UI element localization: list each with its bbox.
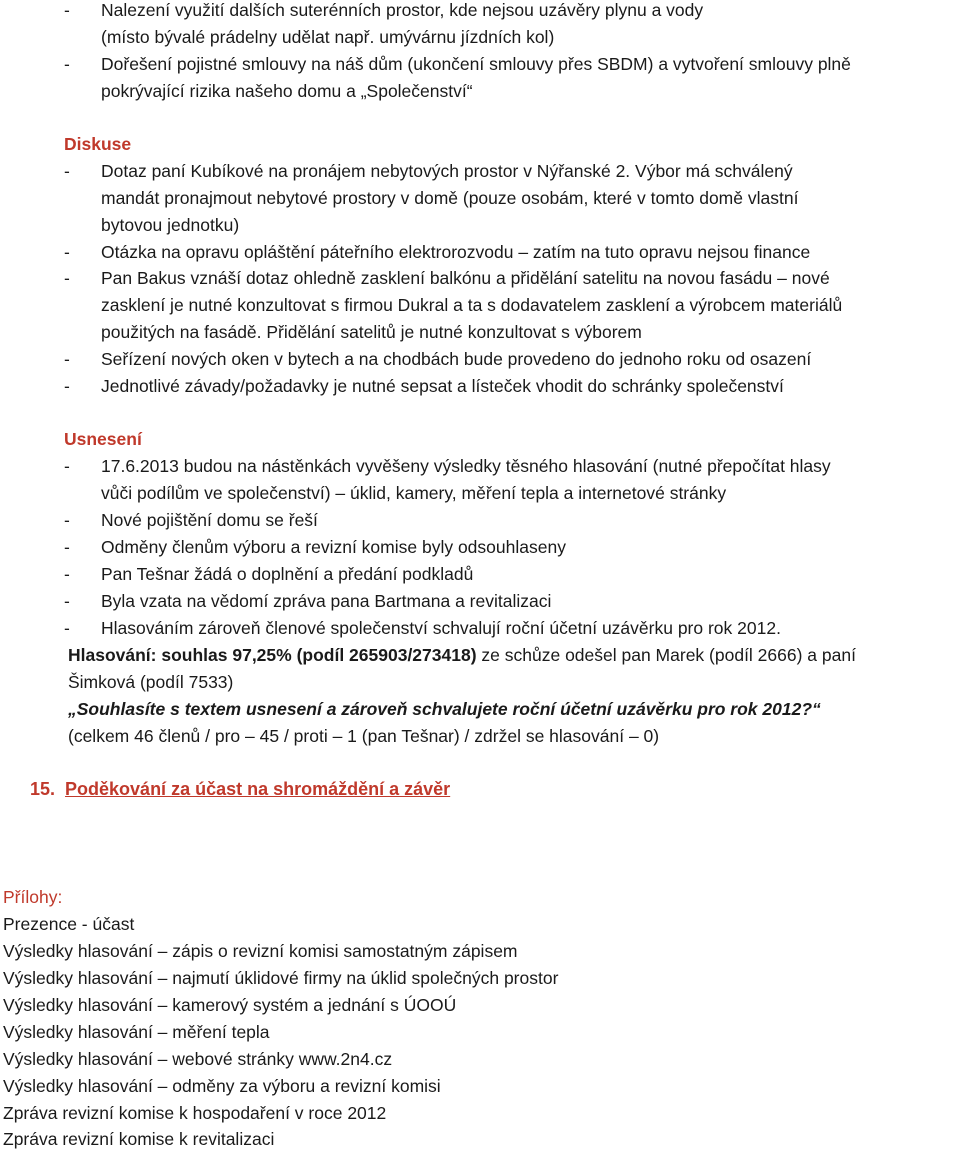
list-dash: -: [64, 591, 70, 611]
list-text: zasklení je nutné konzultovat s firmou Dukral a ta s dodavatelem zasklení a výrobcem materiálů: [101, 295, 843, 315]
attachment-item: [0, 1046, 960, 1073]
list-item: [0, 51, 960, 78]
list-item: [0, 239, 960, 266]
list-text: Otázka na opravu opláštění páteřního elektrorozvodu – zatím na tuto opravu nejsou finance: [101, 242, 811, 262]
list-item: [0, 158, 960, 185]
attachments-heading: Přílohy:: [3, 887, 63, 907]
vote-line2: Šimková (podíl 7533): [68, 672, 234, 692]
attachment-text: Výsledky hlasování – odměny za výboru a revizní komisi: [3, 1076, 441, 1096]
list-item: [0, 265, 960, 292]
list-text: pokrývající rizika našeho domu a „Společenství“: [101, 81, 473, 101]
attachment-item: [0, 1100, 960, 1127]
list-text: Pan Bakus vznáší dotaz ohledně zasklení balkónu a přidělání satelitu na novou fasádu – nové: [101, 268, 830, 288]
attachment-text: Výsledky hlasování – najmutí úklidové firmy na úklid společných prostor: [3, 968, 559, 988]
attachments-heading-row: [0, 884, 960, 911]
attachment-item: [0, 1126, 960, 1153]
list-dash: -: [64, 376, 70, 396]
attachment-text: Prezence - účast: [3, 914, 135, 934]
list-text: Hlasováním zároveň členové společenství schvalují roční účetní uzávěrku pro rok 2012.: [101, 618, 781, 638]
attachment-item: [0, 992, 960, 1019]
list-text: Pan Tešnar žádá o doplnění a předání podkladů: [101, 564, 474, 584]
list-item: [0, 615, 960, 642]
section-number: 15.: [30, 779, 56, 799]
list-item: [0, 534, 960, 561]
list-text: 17.6.2013 budou na nástěnkách vyvěšeny výsledky těsného hlasování (nutné přepočítat hlasy: [101, 456, 831, 476]
list-item-continued: [0, 292, 960, 319]
vote-label: Hlasování: souhlas 97,25% (podíl 265903/273418): [68, 645, 477, 665]
attachment-text: Výsledky hlasování – webové stránky www.2n4.cz: [3, 1049, 393, 1069]
section-15-row: [0, 776, 960, 803]
discussion-heading: Diskuse: [64, 134, 132, 154]
vote-result: [0, 642, 960, 669]
section-label: Poděkování za účast na shromáždění a závěr: [65, 779, 451, 799]
list-dash: -: [64, 0, 70, 20]
list-dash: -: [64, 268, 70, 288]
list-text: bytovou jednotku): [101, 215, 240, 235]
vote-tally: (celkem 46 členů / pro – 45 / proti – 1 (pan Tešnar) / zdržel se hlasování – 0): [68, 726, 660, 746]
list-item-continued: [0, 78, 960, 105]
attachment-text: Zpráva revizní komise k revitalizaci: [3, 1129, 275, 1149]
list-dash: -: [64, 618, 70, 638]
list-text: Nalezení využití dalších suterénních prostor, kde nejsou uzávěry plynu a vody: [101, 0, 704, 20]
vote-tally-row: [0, 723, 960, 750]
list-text: mandát pronajmout nebytové prostory v domě (pouze osobám, které v tomto domě vlastní: [101, 188, 799, 208]
resolution-question-row: [0, 696, 960, 723]
list-dash: -: [64, 161, 70, 181]
list-text: použitých na fasádě. Přidělání satelitů je nutné konzultovat s výborem: [101, 322, 642, 342]
vote-rest: ze schůze odešel pan Marek (podíl 2666) a paní: [476, 645, 856, 665]
list-dash: -: [64, 349, 70, 369]
list-dash: -: [64, 242, 70, 262]
section-15-title: [30, 776, 450, 803]
list-item: [0, 0, 960, 24]
list-text: Nové pojištění domu se řeší: [101, 510, 318, 530]
list-text: (místo bývalé prádelny udělat např. umývárnu jízdních kol): [101, 27, 555, 47]
list-item: [0, 373, 960, 400]
list-item: [0, 346, 960, 373]
list-item-continued: [0, 319, 960, 346]
attachment-item: [0, 938, 960, 965]
list-text: Seřízení nových oken v bytech a na chodbách bude provedeno do jednoho roku od osazení: [101, 349, 812, 369]
attachment-item: [0, 965, 960, 992]
list-text: Byla vzata na vědomí zpráva pana Bartmana a revitalizaci: [101, 591, 552, 611]
resolution-heading: Usnesení: [64, 429, 142, 449]
attachment-text: Výsledky hlasování – měření tepla: [3, 1022, 270, 1042]
list-text: vůči podílům ve společenství) – úklid, kamery, měření tepla a internetové stránky: [101, 483, 727, 503]
list-text: Dotaz paní Kubíkové na pronájem nebytových prostor v Nýřanské 2. Výbor má schválený: [101, 161, 793, 181]
list-item-continued: [0, 480, 960, 507]
resolution-heading-row: [0, 426, 960, 453]
list-dash: -: [64, 537, 70, 557]
discussion-heading-row: [0, 131, 960, 158]
list-item: [0, 588, 960, 615]
list-dash: -: [64, 510, 70, 530]
vote-result-continued: [0, 669, 960, 696]
list-text: Jednotlivé závady/požadavky je nutné sepsat a lísteček vhodit do schránky společenství: [101, 376, 784, 396]
list-item: [0, 507, 960, 534]
vote-result-line: [68, 642, 856, 669]
attachment-text: Výsledky hlasování – zápis o revizní komisi samostatným zápisem: [3, 941, 518, 961]
list-item-continued: [0, 212, 960, 239]
attachment-text: Zpráva revizní komise k hospodaření v roce 2012: [3, 1103, 387, 1123]
list-item: [0, 453, 960, 480]
list-dash: -: [64, 564, 70, 584]
list-item-continued: [0, 24, 960, 51]
attachment-item: [0, 1019, 960, 1046]
list-dash: -: [64, 456, 70, 476]
list-item: [0, 561, 960, 588]
list-text: Dořešení pojistné smlouvy na náš dům (ukončení smlouvy přes SBDM) a vytvoření smlouvy plně: [101, 54, 851, 74]
resolution-question: „Souhlasíte s textem usnesení a zároveň schvalujete roční účetní uzávěrku pro rok 2012?“: [68, 699, 821, 719]
attachment-text: Výsledky hlasování – kamerový systém a jednání s ÚOOÚ: [3, 995, 457, 1015]
list-dash: -: [64, 54, 70, 74]
attachment-item: [0, 911, 960, 938]
list-text: Odměny členům výboru a revizní komise byly odsouhlaseny: [101, 537, 566, 557]
list-item-continued: [0, 185, 960, 212]
attachment-item: [0, 1073, 960, 1100]
